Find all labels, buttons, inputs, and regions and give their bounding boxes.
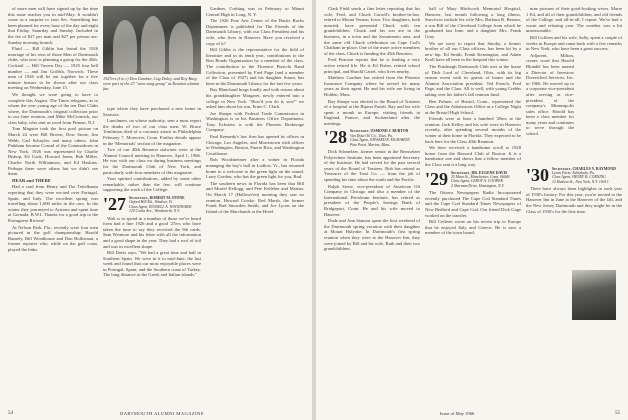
page-number-right: 55 [615, 411, 620, 416]
paragraph: We thought we were going to have to complete this August. The Times telegram, as to whom the year young age of the ten Dart Clubs where, the Dartmouth's original collection prior to our June reunion, and Mike McCormick, our class baby, who sent us word from Pitman, N.J. [8, 91, 98, 125]
page-number-left: 54 [8, 411, 13, 416]
class-year: '29 [425, 168, 449, 189]
paragraph: Bill Giblin is the representative for the field of literature and in its tenth year, contributions to the Ron Bonds Organization by a member of the class. The contribution to the Florence Ptasichi Rand Collection, presented by Fred Page (and a member of the Class of 1927) and his daughter Susan, has been in the Dartmouth Library for the last few years. [206, 47, 304, 86]
paragraph: The southern news in Florida has been that Bill and Muriel Kellogg, and Pete Kelleher and Marian. On March 17 (Hallowe'en) morning they saw no reunion. Howard Crosky: Red Marsh, the former Frank Bud Snowden Smith, and Joe Lyons on the Island of the Marchands at the Hotel. [206, 180, 304, 214]
paragraph: Bill Coffeen and his wife, Sally, spent a couple of weeks in Europe and came back with a few remarks in New York, who have been a great success. [526, 34, 622, 52]
person-figure [141, 16, 165, 74]
paragraph: Fred Pearson reports that he is leading a very active retired life. He is Ed Fisher, retired school principal, and Harold Cartel, who lives nearby. [324, 57, 420, 74]
left-column-3 [206, 6, 304, 396]
paragraph: Joe Sharpe with Federal Trade Commission in Washington is in his Business Office Department. Tony Eckstein is with the Phoenix Brokerage Company. [206, 110, 304, 133]
paragraph: of more men will have signed up by the time this issue reaches you in mid-May. It wouldn't come as a surprise to your Sec. Something has been planned for every hour of the day and night that Friday, Saturday and Sunday. Included in the fee of $27 per man and $27 per person are: Sunday morning brunch. [8, 6, 98, 45]
class-heading-1929 [425, 168, 521, 189]
paragraph: Walt is to spend in a number of those we've heard from had a fine 1926 and a good '27ers who have taken the time to say they received the 9th cards. Sam Wetmore and his letter with all the information and a good shape in the year. They had a roof of toil and was in excellent shape. [103, 215, 201, 249]
right-page [316, 0, 628, 420]
spacer [526, 138, 622, 164]
paragraph: Had a card from Henry and Dot Teitelbaum reporting that they were excited over Portugal, Spain, and Italy. The excellent spring was travelling about 1,600 miles in the cars. In the winter they journeyed to Arizona and spent time at Grenada, B.W.I. Thanks for a good trip to the Portuguese Riviera! [8, 184, 98, 223]
paragraph: Dude and Ann Stanton spent the first weekend of the Dartmouth spring vacation with their daughter at Mount Holyoke. In Dartmouth's first spring reunion when they were at the Hanover Inn, they were joined by Bill and his wife, Ruth and their two grandchildren. [324, 218, 420, 252]
right-column-2 [425, 6, 521, 396]
paragraph: hall of Mary Hitchcock Memorial Hospital, Hanover, last month following a long illness. Survivors include his wife Mrs. Barbara B. Bernau, a son Bill of the Cleveland College from which he graduated last June, and a daughter Mrs. Frank Gray. [425, 6, 521, 39]
issue-label: Issue of May 1966 [440, 411, 475, 416]
left-column-1 [8, 6, 98, 396]
paragraph: Gardner, Cushing was in February to Miami Central High in Long, N. Y. [206, 6, 304, 17]
class-heading-1930 [526, 164, 622, 185]
paragraph: Two of our 40th Reunion stalwarts were at the Alumni Council meeting in Hanover, April 1, 1966. He was with our class on during business meetings for the Dartmouth Club of New York, and particularly with four members of this magazine. [103, 147, 201, 175]
paragraph: At Nelson Park, Fla., recently were four men pictured in the golf championship: Harold Rumely, Bill Woodhouse and Don Hollisman, a former reporter who, while on the gulf coast, played the links. [8, 224, 98, 252]
right-column-1 [324, 6, 420, 396]
paragraph: Ray Sharpe was elected to the Board of Trustees of a hospital at the Ripton Parish. Ray and his wife spent a month in Europe, visiting friends in England, France, and Switzerland after the meetings. [324, 98, 420, 126]
paragraph: The 1926 Fine Arts Center of the Bucks Bucks Department is published for The Friends of the Dartmouth Library, with our Class President and his wife, who lives in Hanover. Have you received a copy of it? [206, 18, 304, 46]
paragraph: Ralph Stone, vice-president of American Oil Company in Chicago and also a member of the International Petroleum Institute, has retired as president of the People's Savings Bank of Bridgeport, Conn. He and his wife moved to Hanover. [324, 183, 420, 217]
right-column-3 [526, 6, 622, 396]
paragraph: Ben Palmer, of Bristol, Conn., represented the Class and the Admissions Office at a College Night at the Bristol High School. [425, 98, 521, 115]
subheading: HEAR and THERE [12, 177, 51, 183]
class-year: '30 [526, 164, 550, 185]
paragraph: Bob Woodsheimer after a winter in Florida managing the boy's hall in Ludlow, Vt., has returned home to a welcome to the green light on the sound. Larry Gordon, who has the green light for you, Bud. [206, 157, 304, 180]
class-officers: Secretary, DR. EUGENE DAVIS 25 Main St., Manchester, Conn. 06040 Class Agent, LEROY A. COOPER 2 Sherman Drive, Huntington, N.Y. [451, 170, 510, 188]
person-figure [169, 22, 193, 74]
paragraph: Ray Blanchard brags loudly and with reason about his granddaughter Margaret, newly entered into a college in New York. "How'd you do it, son?" we asked him about his son, Ernie C. Clark. [206, 87, 304, 110]
paragraph: Tom Maguire took the first pool picture on March 24 were Bill Brown, Dow Stone, Jim Webb, Carl Schuyler, and many others. John Pinkham became Consul of the Commodores in New York, 1926 was represented by Charlie Bishop, Ed Cook, Howard Jones, Bob Miller, Charlie North Williamson, and Ed Haskins. Perhaps there were others but we didn't see them. [8, 126, 98, 177]
paragraph: Friends were at least a hundred '28ers at the reunion: Jack Kelley and his wife were in Hanover recently, after spending several months of the winter at their home in Florida. They expected to be back here for the Class 40th Reunion. [425, 116, 521, 144]
person-figure [113, 20, 137, 74]
paragraph: The Ottawa Newspapers Radio Incorporated recently purchased The Cape Cod Standard Times and the Cape Cod Standard Times Newspapers of New Bedford and Cape Cod. Our friend Dick Gage worked on the transfer. [425, 190, 521, 218]
left-page [0, 0, 312, 420]
paragraph: type where they have purchased a new home in Sarasota. [103, 106, 201, 117]
class-officers: Secretary, OSMOND J. BURTON Van Dyke Oil Co., Titus, Pa. Class Agent, EDWARD R. MCMAHON Pine Point, Marion, Mass. [350, 129, 410, 147]
class-officers: Secretary, ROBERT M. STONE Oxford Hill Rd., Windsor, Vt. Class Agent, RUSSELL A. WOODWARD 129 Cooks Ave., Woodworth, N.Y. [129, 195, 192, 214]
paragraph: There have always been highlights in each year of 1930's history. For this year, you're invited to the Hanover Inn in June at the Hanover of the fall, and the New Jersey Dartmouth and they might be in the Class of 1930's for the first time. [526, 186, 622, 214]
class-heading-1927 [103, 193, 201, 214]
paragraph: Bill Coffeen wrote on his recent trip to Europe that he enjoyed Italy and Greece. He is now a member of the town board. [425, 219, 521, 236]
paragraph: Paul Kennedy's law firm has opened its offices in Chicago, Los Angeles, and Morristown with offices in Washington, Boston, Puerto Rico, and Washington Courthouse. [206, 134, 304, 156]
paragraph: Fluid — Bill Giblin has found the 1926 marriage of his own of those Men of Dartmouth clubs, who now is planning a group for the 40th. Cocktail — Hill Tavern Day — 1925 four bell number — and Jim Griffith, Norwich. These men of 1926 will be out together for a five minute feature to be shown after our class meeting on Wednesday, June 15. [8, 46, 98, 91]
paragraph: nine pictures of their good-looking wives. Marie 1 Ed, and all of their grandchildren, and old friends of the College, and all-in-all, I repeat. We've had a warm and relaxing year. The weather was a bit unseasonable. [526, 6, 622, 34]
paragraph: Dick Schmelzer, former senior in the Rensselaer Polytechnic Institute, has been appointed Secretary of the Institute. He had served for the past several years of the Board of Trustees. Bob has retired as Treasurer of the Trust Co. — from the job of spending his time about the south and the Pacific. [324, 149, 420, 183]
class-year: '27 [103, 193, 127, 214]
left-column-2 [103, 106, 201, 396]
class-officers: Secretary, CHARLES V. RAYMOND Lyons Farm, Ashtabula, Pa. Class Agent, HENRY B. CORNING 12 Hudson St., New York, N.Y. 10013 [552, 166, 616, 184]
paragraph: Clark Field sends a fine letter reporting that his wife, Fred, and Chuck Carroll's brother-in-law, retired to Mount Vernon, Iowa. Two daughters, both married, have presented Chuck with ten grandchildren. Chuck and his son are in the business, in a town and the Sacramento area, and the same old Chuck celebration on Cape Cod's Chatham in-place. One of the more active members of the class, Chuck is heading the 45th Reunion. [324, 6, 420, 56]
paragraph: Bill Davis says, "We had a great time and half in Southern Spain. We were in it to mid-June, the last week and found that our most enjoyable places were in Portugal, Spain, and the Southern coast of Turkey. The long distance in the Greek and Italian islands." [103, 250, 201, 278]
paragraph: Your spirited contributions, added by some other remarkable, rather than the few, will continue supporting the work of the College. [103, 176, 201, 193]
paragraph: The Pittsburgh Dartmouth Club met at the home of Dick Lord of Cleveland, Ohio, with its big season event with its guests of honor and the Alumni Association president. Ted French, Fred Page, and the Class. All is well, with young Crebbs taking over his father's fall reunion fund. [425, 63, 521, 97]
paragraph: Adjacent, Milton, comes word that Harold Blondel has been named a Director of Investors Diversified Services, Inc. in 1966. He moved up to a corporate vice-president after serving as vice-president of the company's Minneapolis sales office. Harold has been a class member for many years and continues to serve through the school. [526, 52, 574, 137]
class-heading-1928 [324, 129, 420, 147]
class-year: '28 [324, 127, 348, 148]
paragraph: Lunchmen, on whose authority, sent a most report the deaths of two of our class men: W. Bruce Tomlinson died of a coronary attack in Philadelphia February 7. Moreover, Conn. Further details appear in the 'Memorials' section of the magazine. [103, 118, 201, 146]
magazine-name: DARTMOUTH ALUMNI MAGAZINE [120, 411, 204, 416]
photo-caption: 1927ers (l to r) Don Gardner, Cug Daley, and Roy Burg were part of the 27 "wine song group" at Reunion alumni fun. [103, 76, 200, 91]
paragraph: We have received a handsome scroll to 1928 honor from the Harvard Club of Boston. It is a handsome one and shows that a fellow member of the Class sent it a long way. [425, 145, 521, 168]
class-photo [103, 6, 201, 74]
portrait-photo [572, 270, 616, 320]
paragraph: Matthew Gardner has retired from the Phoenix Insurance Company where he served for many years as their agent. He and his wife are living in Holden, Mass. [324, 75, 420, 97]
paragraph: We are sorry to report that Smoky, a former brother of all our Class officers, has been hit by a new hip. Ed Smith, Frank Kensington, and Adam Kroll have all been in the hospital this winter. [425, 40, 521, 63]
